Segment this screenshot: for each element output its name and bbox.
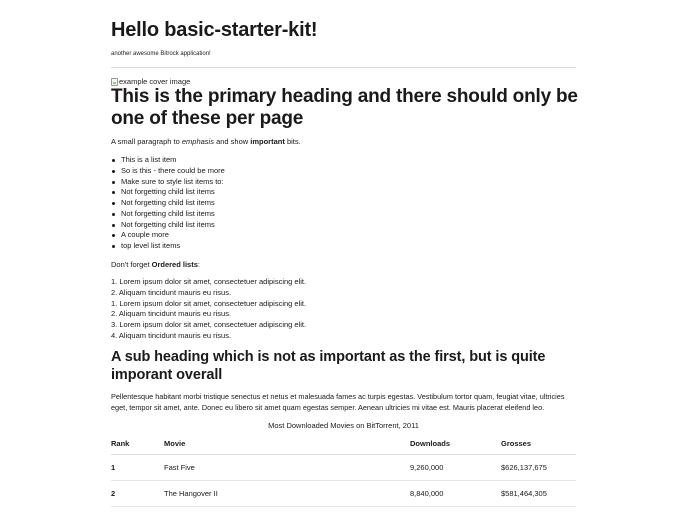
site-tagline: another awesome Bitrock application! [111,51,211,57]
list-item: Make sure to style list items to: [111,177,225,188]
cell-movie: Fast Five [164,455,410,481]
ordered-intro [111,260,200,269]
ordered-list-item: 3. Lorem ipsum dolor sit amet, consectetuer adipiscing elit. [111,320,307,329]
list-item: So is this - there could be more [111,166,225,177]
intro-strong: important [250,137,285,146]
sub-heading: A sub heading which is not as important as the first, but is quite imporant overall [111,349,546,383]
bullet-list [111,155,225,252]
cover-image [111,77,190,86]
ordered-list-item: 2. Aliquam tincidunt mauris eu risus. [111,309,232,319]
header-grosses: Grosses [501,433,576,455]
table-row [111,481,576,507]
site-title: Hello basic-starter-kit! [111,19,318,41]
table-row [111,455,576,481]
cell-grosses: $581,464,305 [501,481,576,507]
header-movie: Movie [164,433,410,455]
cell-downloads: 9,260,000 [410,455,501,481]
cell-grosses: $626,137,675 [501,455,576,481]
table-header-row [111,433,576,455]
header-downloads: Downloads [410,433,501,455]
list-item: Not forgetting child list items [111,187,225,198]
ordered-list-item: 1. Lorem ipsum dolor sit amet, consectetuer adipiscing elit. [111,277,307,286]
intro-text-3: bits. [284,137,301,146]
ordered-list-item: 4. Aliquam tincidunt mauris eu risus. [111,330,232,340]
primary-heading: This is the primary heading and there should only be one of these per page [111,86,578,129]
lorem-paragraph: Pellentesque habitant morbi tristique senectus et netus et malesuada fames ac turpis egestas. Vestibulum tortor quam, feugiat vitae, ultricies eget, tempor sit amet, ante. Donec eu libero sit amet quam egestas semper. Aenean ultricies mi vitae est. Mauris placerat eleifend leo. [111,392,565,412]
cover-image-alt: example cover image [119,77,191,86]
header-rank: Rank [111,433,164,455]
list-item: Not forgetting child list items [111,220,225,231]
cell-downloads: 8,840,000 [410,481,501,507]
list-item: Not forgetting child list items [111,198,225,209]
ordered-intro-text-2: : [197,260,200,269]
cell-movie: The Hangover II [164,481,410,507]
cell-rank: 1 [111,455,164,481]
header-divider [111,67,576,68]
ordered-list-item: 1. Lorem ipsum dolor sit amet, consectetuer adipiscing elit. [111,298,307,308]
ordered-list [111,277,306,342]
list-item: A couple more [111,230,225,241]
ordered-intro-strong: Ordered lists [151,260,198,269]
list-item: This is a list item [111,155,225,166]
intro-paragraph [111,137,301,146]
cell-rank: 2 [111,481,164,507]
intro-text-1: A small paragraph to [111,137,182,146]
movies-table [111,433,576,507]
ordered-list-item: 2. Aliquam tincidunt mauris eu risus. [111,287,232,297]
list-item: top level list items [111,241,225,252]
list-item: Not forgetting child list items [111,209,225,220]
table-caption: Most Downloaded Movies on BitTorrent, 2011 [268,421,419,430]
intro-emphasis: emphasis [181,137,214,146]
intro-text-2: and show [213,137,251,146]
broken-image-icon [111,78,118,86]
ordered-intro-text-1: Don't forget [111,260,152,269]
